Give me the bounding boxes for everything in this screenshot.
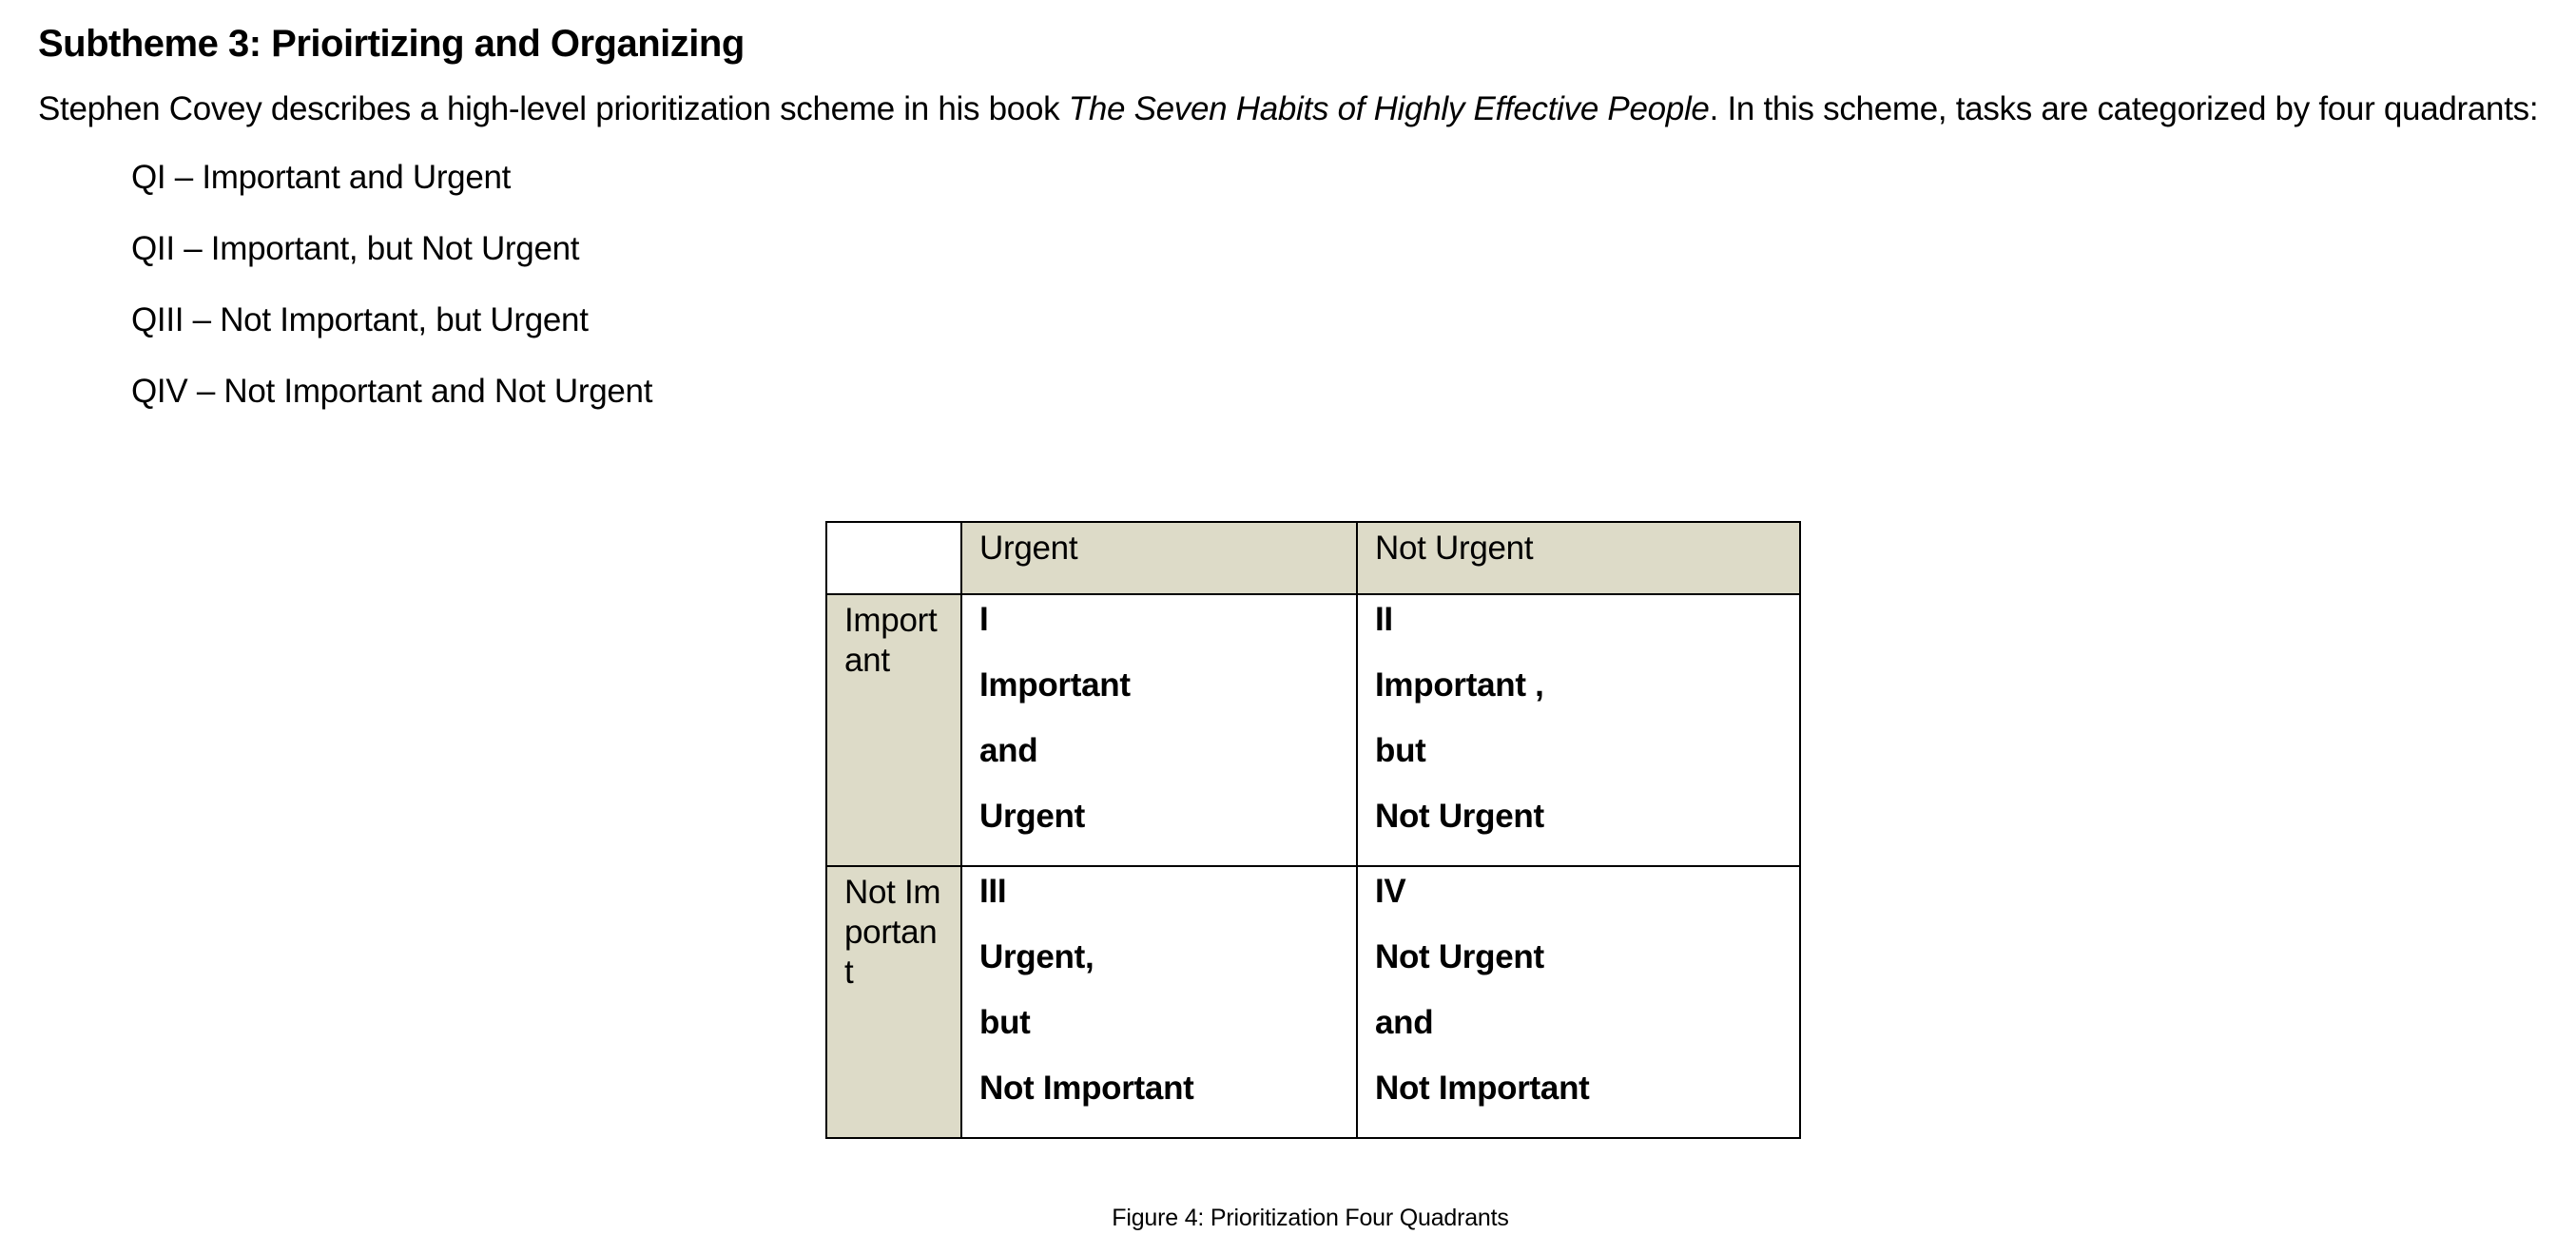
matrix-header-row (826, 522, 1800, 594)
row-header-important: Important (826, 594, 961, 866)
quadrant-list-item: QI – Important and Urgent (131, 159, 512, 196)
col-header-urgent: Urgent (961, 522, 1357, 594)
quadrant-list-item: QII – Important, but Not Urgent (131, 230, 580, 267)
quadrant-text: but (979, 1004, 1031, 1041)
quadrant-text: Urgent, (979, 938, 1094, 975)
quadrant-text: Not Urgent (1375, 938, 1544, 975)
book-title: The Seven Habits of Highly Effective People (1068, 90, 1710, 127)
matrix-row-not-important (826, 866, 1800, 1138)
quadrant-number: III (979, 873, 1007, 910)
quadrant-text: Not Urgent (1375, 798, 1544, 835)
intro-paragraph (38, 86, 2548, 133)
quadrant-text: Not Important (1375, 1070, 1590, 1107)
quadrant-text: but (1375, 732, 1426, 769)
figure-caption: Figure 4: Prioritization Four Quadrants (1112, 1205, 1509, 1231)
intro-text-before: Stephen Covey describes a high-level prioritization scheme in his book (38, 90, 1069, 127)
quadrant-number: IV (1375, 873, 1406, 910)
quadrant-text: Important (979, 666, 1131, 704)
section-heading: Subtheme 3: Prioirtizing and Organizing (38, 23, 745, 65)
quadrant-text: and (979, 732, 1038, 769)
quadrant-cell-iv (1357, 866, 1800, 1138)
quadrant-list-item: QIV – Not Important and Not Urgent (131, 373, 653, 410)
quadrant-cell-iii (961, 866, 1357, 1138)
col-header-not-urgent: Not Urgent (1357, 522, 1800, 594)
quadrant-list (131, 154, 2548, 415)
quadrant-text: Not Important (979, 1070, 1194, 1107)
quadrant-number: I (979, 601, 989, 638)
matrix-corner-cell (826, 522, 961, 594)
quadrant-cell-i (961, 594, 1357, 866)
quadrant-text: and (1375, 1004, 1434, 1041)
matrix-table (825, 521, 1801, 1139)
row-header-not-important: Not Important (826, 866, 961, 1138)
document-body (38, 17, 2548, 439)
quadrant-list-item: QIII – Not Important, but Urgent (131, 301, 589, 338)
quadrant-number: II (1375, 601, 1393, 638)
quadrant-cell-ii (1357, 594, 1800, 866)
quadrant-text: Urgent (979, 798, 1085, 835)
matrix-row-important (826, 594, 1800, 866)
quadrant-matrix (825, 521, 1801, 1139)
quadrant-text: Important , (1375, 666, 1544, 704)
intro-text-after: . In this scheme, tasks are categorized by four quadrants: (1709, 90, 2539, 127)
